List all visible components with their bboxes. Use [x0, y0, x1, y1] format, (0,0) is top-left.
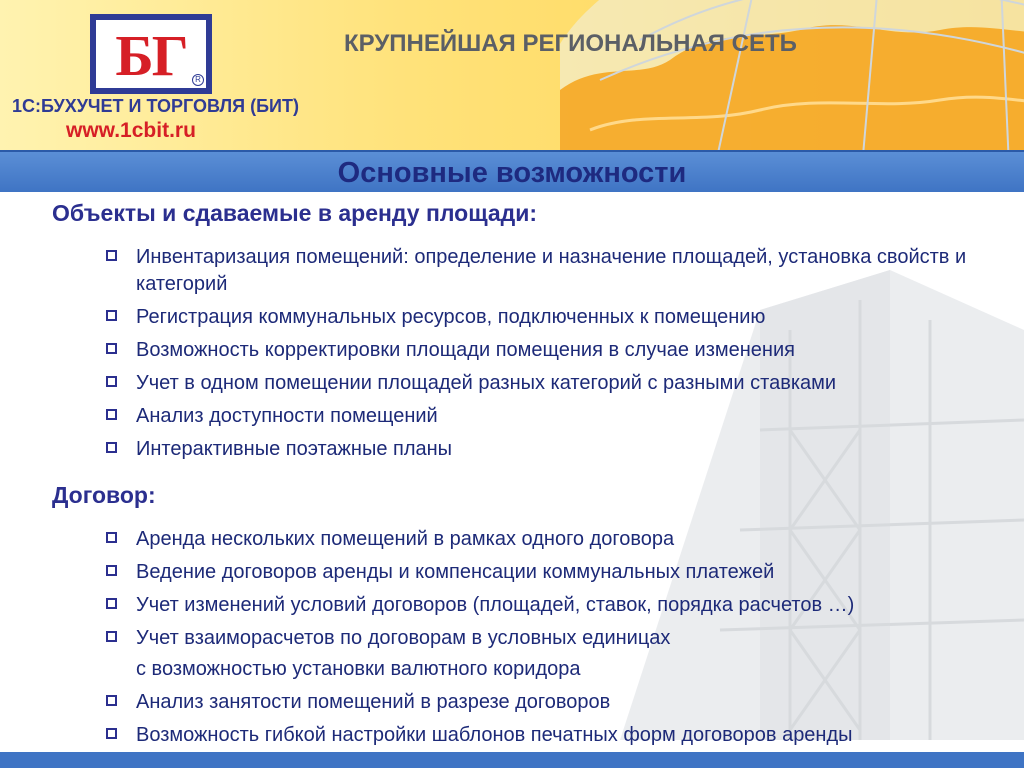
- title-bar: [0, 150, 1024, 192]
- list-item-text: Ведение договоров аренды и компенсации коммунальных платежей: [136, 561, 775, 583]
- checkbox-bullet-icon: [106, 310, 117, 321]
- list-item-text: Регистрация коммунальных ресурсов, подключенных к помещению: [136, 306, 766, 328]
- checkbox-bullet-icon: [106, 728, 117, 739]
- list-item-text: Интерактивные поэтажные планы: [136, 438, 453, 460]
- list-item: [100, 244, 1000, 298]
- company-name: 1С:БУХУЧЕТ И ТОРГОВЛЯ (БИТ): [12, 96, 299, 116]
- list-item: [100, 625, 1000, 652]
- section-heading-objects: Объекты и сдаваемые в аренду площади:: [52, 200, 538, 226]
- list-item-continuation: [100, 656, 1000, 683]
- logo-letters: БГ: [115, 23, 187, 88]
- footer-bar: [0, 752, 1024, 768]
- contract-list: [100, 526, 1000, 755]
- objects-list: [100, 244, 1000, 469]
- list-item-text: Учет изменений условий договоров (площадей, ставок, порядка расчетов …): [136, 594, 855, 616]
- checkbox-bullet-icon: [106, 409, 117, 420]
- list-item: [100, 526, 1000, 553]
- brand-logo: [90, 14, 212, 94]
- checkbox-bullet-icon: [106, 598, 117, 609]
- list-item-text: с возможностью установки валютного коридора: [136, 658, 581, 680]
- header-banner: [0, 0, 1024, 150]
- list-item-text: Анализ доступности помещений: [136, 405, 438, 427]
- website-link[interactable]: www.1cbit.ru: [66, 119, 196, 142]
- list-item-text: Учет в одном помещении площадей разных категорий с разными ставками: [136, 372, 837, 394]
- checkbox-bullet-icon: [106, 343, 117, 354]
- checkbox-bullet-icon: [106, 695, 117, 706]
- list-item: [100, 689, 1000, 716]
- section-heading-contract: Договор:: [52, 482, 156, 508]
- list-item: [100, 403, 1000, 430]
- list-item-text: Возможность гибкой настройки шаблонов печатных форм договоров аренды: [136, 724, 853, 746]
- checkbox-bullet-icon: [106, 376, 117, 387]
- list-item: [100, 370, 1000, 397]
- checkbox-bullet-icon: [106, 442, 117, 453]
- list-item-text: Аренда нескольких помещений в рамках одного договора: [136, 528, 675, 550]
- russia-map-icon: [560, 0, 1024, 150]
- list-item-text: Инвентаризация помещений: определение и назначение площадей, установка свойств и категорий: [136, 246, 967, 295]
- checkbox-bullet-icon: [106, 565, 117, 576]
- registered-mark: R: [192, 74, 204, 86]
- list-item-text: Анализ занятости помещений в разрезе договоров: [136, 691, 611, 713]
- tagline: КРУПНЕЙШАЯ РЕГИОНАЛЬНАЯ СЕТЬ: [344, 30, 797, 57]
- checkbox-bullet-icon: [106, 532, 117, 543]
- list-item-text: Учет взаиморасчетов по договорам в условных единицах: [136, 627, 671, 649]
- list-item: [100, 559, 1000, 586]
- checkbox-bullet-icon: [106, 250, 117, 261]
- slide-title: Основные возможности: [337, 157, 687, 189]
- checkbox-bullet-icon: [106, 631, 117, 642]
- list-item: [100, 304, 1000, 331]
- list-item: [100, 592, 1000, 619]
- list-item: [100, 436, 1000, 463]
- list-item-text: Возможность корректировки площади помещения в случае изменения: [136, 339, 795, 361]
- list-item: [100, 337, 1000, 364]
- list-item: [100, 722, 1000, 749]
